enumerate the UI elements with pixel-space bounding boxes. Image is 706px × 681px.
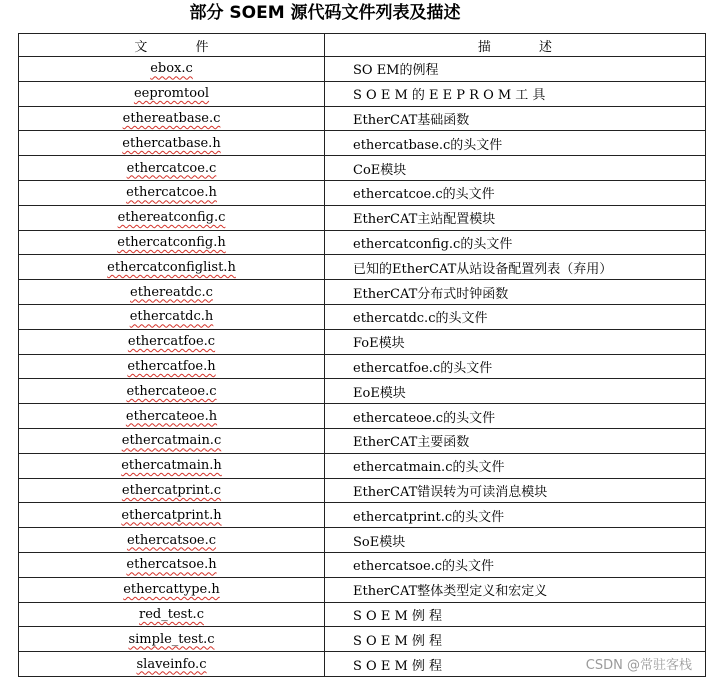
description-cell: [325, 57, 706, 82]
file-cell: [19, 453, 325, 478]
file-name: ethercatconfig.h: [117, 234, 226, 250]
table-row: [19, 552, 706, 577]
file-cell: [19, 329, 325, 354]
description-cell: [325, 379, 706, 404]
file-name: ethercatmain.h: [121, 458, 222, 474]
table-row: [19, 478, 706, 503]
description-cell: [325, 255, 706, 280]
table-row: [19, 156, 706, 181]
file-name: ethercatprint.c: [121, 482, 222, 498]
header-file: 文 件: [19, 34, 325, 57]
file-cell: [19, 106, 325, 131]
description-cell: [325, 180, 706, 205]
file-cell: [19, 354, 325, 379]
csdn-watermark: CSDN @常驻客栈: [585, 658, 692, 673]
table-row: [19, 131, 706, 156]
description-text: ethercatconfig.c的头文件: [353, 236, 513, 252]
file-name: ethercatsoe.h: [126, 557, 217, 573]
description-cell: [325, 428, 706, 453]
file-name: ethercatbase.h: [122, 135, 221, 151]
file-cell: [19, 255, 325, 280]
description-text: S O E M 例 程: [353, 633, 443, 649]
description-cell: [325, 627, 706, 652]
description-text: CoE模块: [353, 162, 407, 178]
description-text: S O E M 的 E E P R O M 工 具: [353, 88, 546, 104]
description-cell: [325, 503, 706, 528]
description-cell: [325, 602, 706, 627]
table-row: [19, 81, 706, 106]
file-cell: [19, 131, 325, 156]
file-cell: [19, 503, 325, 528]
file-name: ethercateoe.c: [126, 383, 217, 399]
description-text: EtherCAT整体类型定义和宏定义: [353, 584, 548, 600]
file-cell: [19, 180, 325, 205]
source-file-table: [18, 33, 706, 677]
description-cell: [325, 205, 706, 230]
file-name: ethercatprint.h: [121, 507, 222, 523]
file-cell: [19, 81, 325, 106]
file-name: ethercatsoe.c: [126, 532, 217, 548]
table-row: [19, 404, 706, 429]
document-title: 部分 SOEM 源代码文件列表及描述: [189, 3, 461, 23]
table-row: [19, 503, 706, 528]
table-row: [19, 205, 706, 230]
table-row: [19, 180, 706, 205]
file-cell: [19, 230, 325, 255]
table-row: [19, 230, 706, 255]
file-name: slaveinfo.c: [136, 656, 207, 672]
table-row: [19, 280, 706, 305]
table-row: [19, 354, 706, 379]
file-cell: [19, 205, 325, 230]
description-text: 已知的EtherCAT从站设备配置列表（弃用）: [353, 261, 613, 277]
file-name: ethercatdc.h: [129, 309, 214, 325]
file-name: ethercatconfiglist.h: [107, 259, 236, 275]
file-name: ebox.c: [150, 61, 193, 77]
file-cell: [19, 280, 325, 305]
description-cell: [325, 577, 706, 602]
file-name: ethereatconfig.c: [117, 210, 226, 226]
description-text: EtherCAT分布式时钟函数: [353, 286, 509, 302]
description-cell: [325, 304, 706, 329]
table-row: [19, 602, 706, 627]
table-row: [19, 577, 706, 602]
table-row: [19, 106, 706, 131]
description-text: S O E M 例 程: [353, 608, 443, 624]
description-text: ethercateoe.c的头文件: [353, 410, 496, 426]
table-row: [19, 428, 706, 453]
file-cell: [19, 602, 325, 627]
file-cell: [19, 577, 325, 602]
header-description: 描 述: [325, 34, 706, 57]
file-name: ethereatbase.c: [122, 110, 221, 126]
description-cell: [325, 280, 706, 305]
description-text: ethercatcoe.c的头文件: [353, 187, 495, 203]
table-row: [19, 304, 706, 329]
file-cell: [19, 156, 325, 181]
description-text: ethercatbase.c的头文件: [353, 137, 503, 153]
file-cell: [19, 528, 325, 553]
description-cell: [325, 404, 706, 429]
description-cell: [325, 131, 706, 156]
file-cell: [19, 304, 325, 329]
file-name: red_test.c: [139, 606, 204, 622]
table-header-row: [19, 34, 706, 57]
file-cell: [19, 57, 325, 82]
description-text: SoE模块: [353, 534, 406, 550]
description-cell: [325, 478, 706, 503]
table-row: [19, 627, 706, 652]
table-row: [19, 453, 706, 478]
description-cell: [325, 81, 706, 106]
description-text: EtherCAT错误转为可读消息模块: [353, 484, 548, 500]
file-name: ethercateoe.h: [125, 408, 218, 424]
file-cell: [19, 478, 325, 503]
description-cell: [325, 552, 706, 577]
file-cell: [19, 627, 325, 652]
file-name: ethercatmain.c: [121, 433, 222, 449]
description-text: SO EM的例程: [353, 63, 439, 79]
description-text: EtherCAT主站配置模块: [353, 212, 496, 228]
file-name: simple_test.c: [128, 631, 215, 647]
description-cell: [325, 453, 706, 478]
file-cell: [19, 428, 325, 453]
file-name: eepromtool: [133, 86, 210, 102]
file-name: ethercatcoe.c: [126, 160, 217, 176]
description-cell: [325, 230, 706, 255]
table-row: [19, 528, 706, 553]
description-cell: [325, 156, 706, 181]
description-text: ethercatdc.c的头文件: [353, 311, 488, 327]
file-cell: [19, 379, 325, 404]
file-name: ethereatdc.c: [130, 284, 213, 300]
description-cell: [325, 528, 706, 553]
description-text: EtherCAT基础函数: [353, 112, 470, 128]
file-name: ethercattype.h: [123, 582, 220, 598]
table-row: [19, 57, 706, 82]
file-name: ethercatfoe.h: [127, 358, 216, 374]
table-row: [19, 379, 706, 404]
file-cell: [19, 552, 325, 577]
file-name: ethercatfoe.c: [127, 334, 216, 350]
description-text: ethercatsoe.c的头文件: [353, 559, 495, 575]
description-text: ethercatfoe.c的头文件: [353, 360, 493, 376]
description-text: EtherCAT主要函数: [353, 435, 470, 451]
table-row: [19, 329, 706, 354]
description-text: ethercatmain.c的头文件: [353, 460, 505, 476]
description-text: S O E M 例 程: [353, 658, 443, 674]
description-cell: [325, 329, 706, 354]
description-text: ethercatprint.c的头文件: [353, 509, 505, 525]
description-text: EoE模块: [353, 385, 406, 401]
description-text: FoE模块: [353, 336, 405, 352]
file-name: ethercatcoe.h: [126, 185, 217, 201]
file-cell: [19, 404, 325, 429]
description-cell: [325, 106, 706, 131]
table-row: [19, 255, 706, 280]
description-cell: [325, 354, 706, 379]
file-cell: [19, 652, 325, 677]
